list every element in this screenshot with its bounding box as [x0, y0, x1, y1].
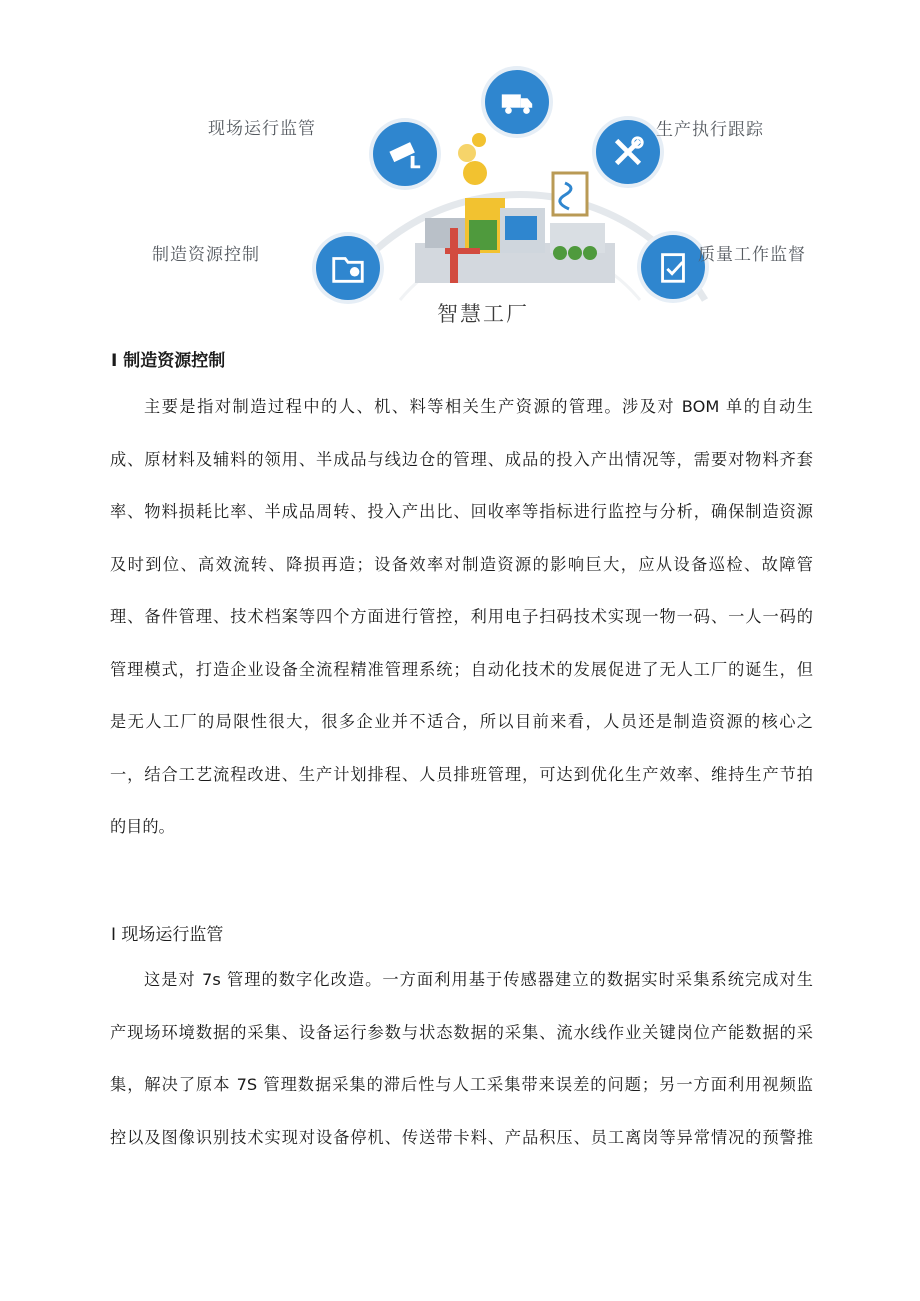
- factory-icon: [405, 128, 625, 298]
- section-paragraph-site-monitoring: [110, 954, 813, 1164]
- paragraph-line: 控以及图像识别技术实现对设备停机、传送带卡料、产品积压、员工离岗等异常情况的预警推: [110, 1127, 813, 1147]
- diagram-center-title: 智慧工厂: [437, 302, 529, 326]
- label-site-monitoring: 现场运行监管: [208, 119, 316, 139]
- paragraph-line: 管理模式，打造企业设备全流程精准管理系统；自动化技术的发展促进了无人工厂的诞生，但: [110, 659, 813, 679]
- section-paragraph-resource-control: [110, 381, 813, 854]
- paragraph-line: 集，解决了原本 7S 管理数据采集的滞后性与人工采集带来误差的问题；另一方面利用视频监: [110, 1075, 813, 1094]
- paragraph-line: 成、原材料及辅料的领用、半成品与线边仓的管理、成品的投入产出情况等，需要对物料齐套: [110, 449, 813, 469]
- section-heading-site-monitoring: I 现场运行监管: [111, 925, 224, 945]
- label-resource-control: 制造资源控制: [152, 245, 260, 265]
- paragraph-line: 是无人工厂的局限性很大，很多企业并不适合，所以目前来看，人员还是制造资源的核心之: [110, 712, 813, 731]
- truck-icon: [485, 70, 549, 134]
- clipboard-check-icon: [641, 235, 705, 299]
- paragraph-line: 产现场环境数据的采集、设备运行参数与状态数据的采集、流水线作业关键岗位产能数据的采: [110, 1022, 813, 1042]
- paragraph-line: 的目的。: [110, 817, 175, 836]
- paragraph-line: 主要是指对制造过程中的人、机、料等相关生产资源的管理。涉及对 BOM 单的自动生: [144, 397, 813, 416]
- camera-icon: [373, 122, 437, 186]
- paragraph-line: 及时到位、高效流转、降损再造；设备效率对制造资源的影响巨大，应从设备巡检、故障管: [110, 554, 813, 574]
- paragraph-line: 理、备件管理、技术档案等四个方面进行管控，利用电子扫码技术实现一物一码、一人一码的: [110, 607, 813, 626]
- label-production-tracking: 生产执行跟踪: [656, 120, 764, 140]
- tools-icon: [596, 120, 660, 184]
- label-quality-supervision: 质量工作监督: [698, 245, 806, 265]
- folder-icon: [316, 236, 380, 300]
- paragraph-line: 率、物料损耗比率、半成品周转、投入产出比、回收率等指标进行监控与分析，确保制造资源: [110, 502, 813, 521]
- paragraph-line: 这是对 7s 管理的数字化改造。一方面利用基于传感器建立的数据实时采集系统完成对生: [144, 970, 813, 989]
- paragraph-line: 一，结合工艺流程改进、生产计划排程、人员排班管理，可达到优化生产效率、维持生产节拍: [110, 764, 813, 784]
- smart-factory-diagram: [0, 0, 920, 340]
- section-heading-resource-control: I 制造资源控制: [111, 351, 226, 371]
